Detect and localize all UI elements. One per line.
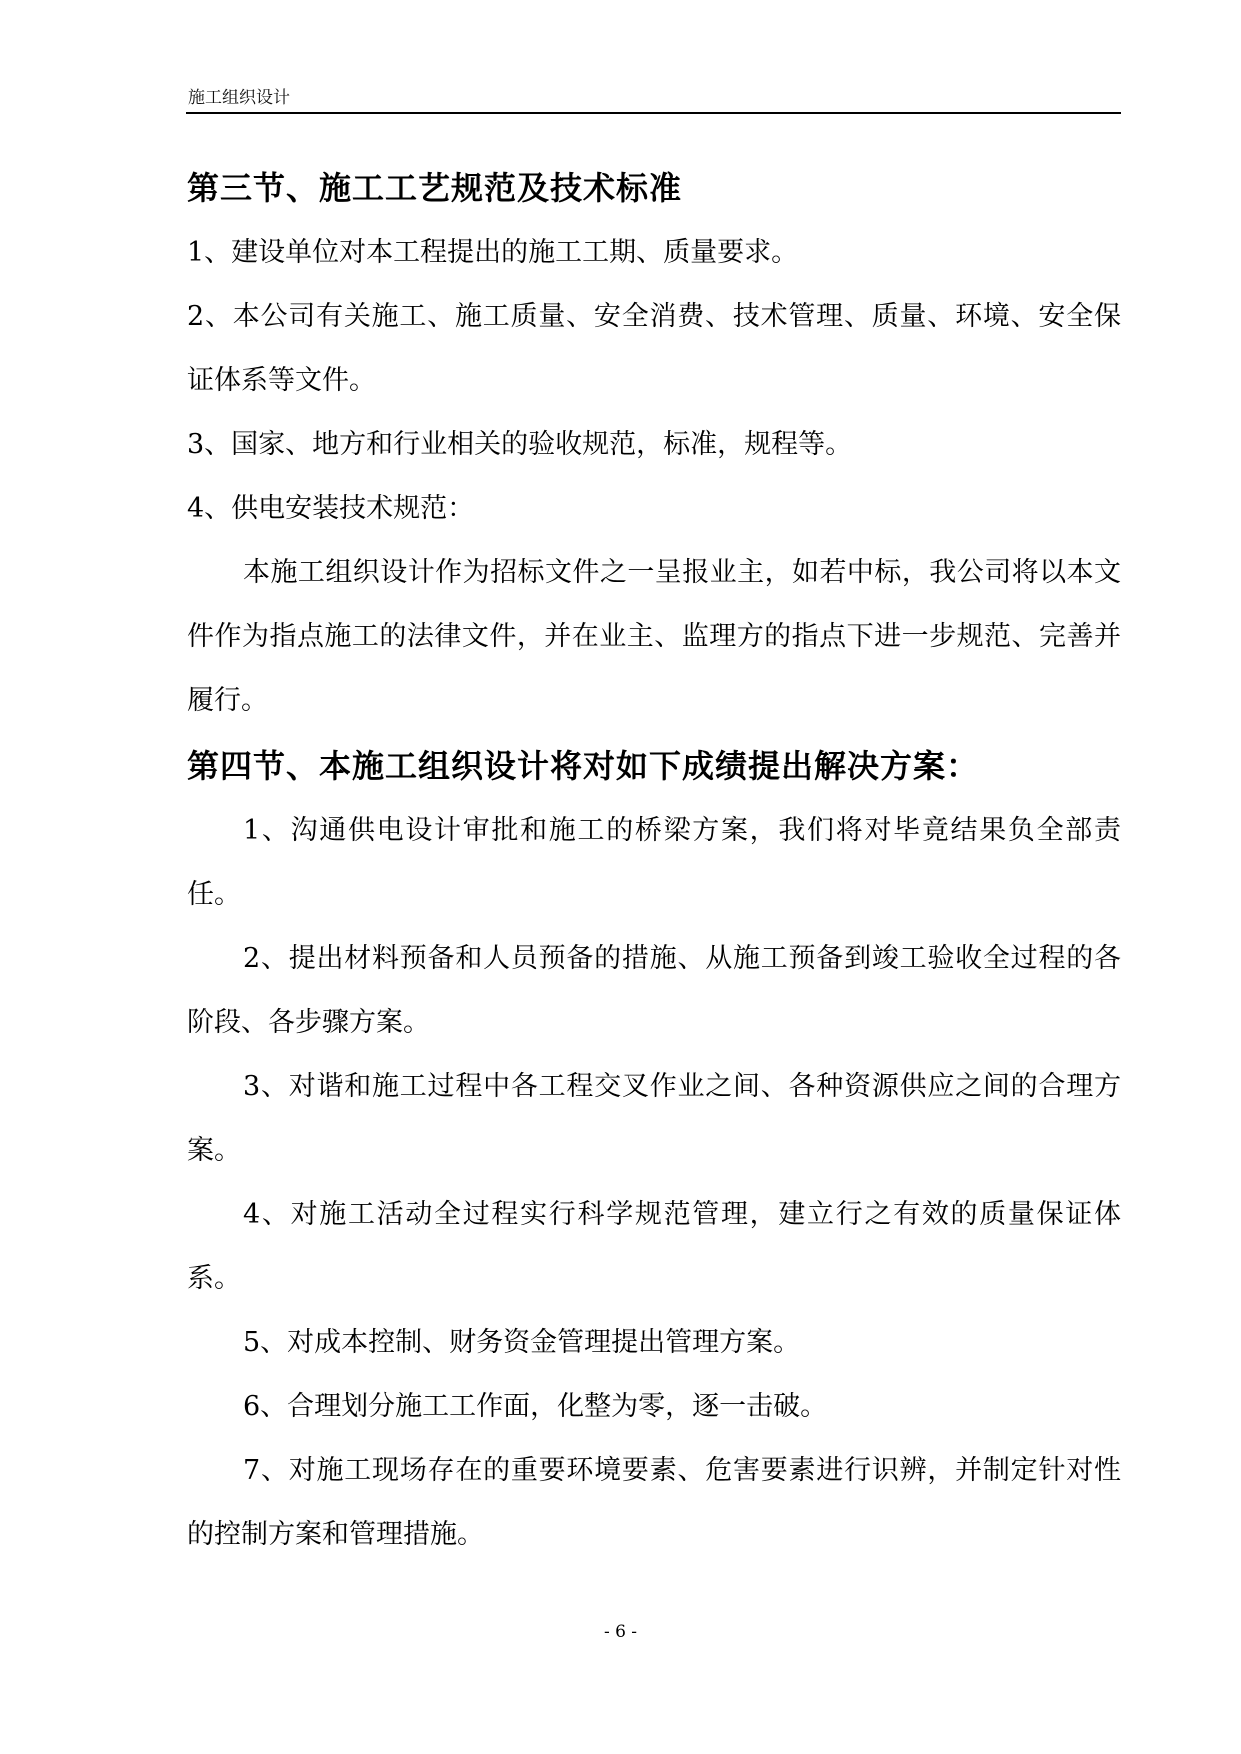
section-3-item-1: 1、建设单位对本工程提出的施工工期、质量要求。 [187,237,799,268]
section-4-item-5: 5、对成本控制、财务资金管理提出管理方案。 [243,1327,801,1358]
section-4-item-1: 1、沟通供电设计审批和施工的桥梁方案，我们将对毕竟结果负全部责任。 [187,815,1121,910]
section-4-item-4: 4、对施工活动全过程实行科学规范管理，建立行之有效的质量保证体系。 [187,1199,1121,1294]
section-3-paragraph: 本施工组织设计作为招标文件之一呈报业主，如若中标，我公司将以本文件作为指点施工的法律文件，并在业主、监理方的指点下进一步规范、完善并履行。 [187,557,1121,716]
header-divider [186,112,1121,114]
page-number: - 6 - [603,1622,638,1642]
section-4-item-3: 3、对谐和施工过程中各工程交叉作业之间、各种资源供应之间的合理方案。 [187,1071,1121,1166]
section-3-title: 第三节、施工工艺规范及技术标准 [187,169,683,207]
section-4-item-6: 6、合理划分施工工作面，化整为零，逐一击破。 [243,1391,828,1422]
running-header: 施工组织设计 [188,88,290,108]
section-4-item-7: 7、对施工现场存在的重要环境要素、危害要素进行识辨，并制定针对性的控制方案和管理措施。 [187,1455,1121,1550]
page-body [187,155,1121,1567]
section-3-item-4: 4、供电安装技术规范： [187,493,475,524]
section-4-title: 第四节、本施工组织设计将对如下成绩提出解决方案： [187,747,980,785]
section-3-item-3: 3、国家、地方和行业相关的验收规范，标准，规程等。 [187,429,853,460]
section-4-item-2: 2、提出材料预备和人员预备的措施、从施工预备到竣工验收全过程的各阶段、各步骤方案。 [187,943,1121,1038]
section-3-item-2: 2、本公司有关施工、施工质量、安全消费、技术管理、质量、环境、安全保证体系等文件。 [187,301,1121,396]
